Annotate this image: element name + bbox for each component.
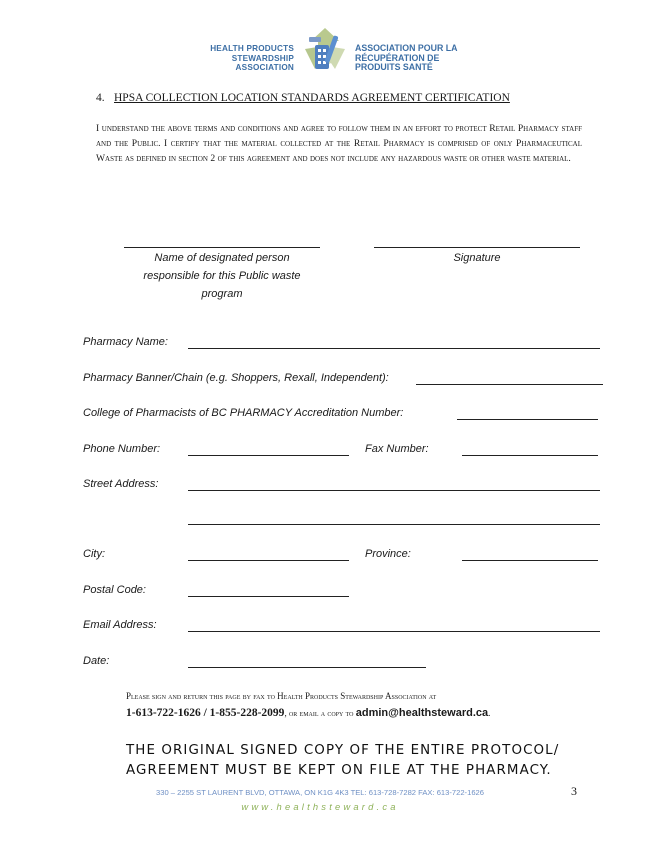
designated-person-line[interactable] [124,247,320,248]
city-label: City: [83,548,105,560]
date-label: Date: [83,655,110,667]
street-address-label: Street Address: [83,478,159,490]
phone-field[interactable] [188,455,349,456]
org-name-en-line: ASSOCIATION [235,63,294,72]
email-address-field[interactable] [188,631,600,632]
accreditation-field[interactable] [457,419,598,420]
street-address-field[interactable] [188,490,600,491]
section-number: 4. [96,92,105,104]
email-connector: , or email a copy to [284,708,356,718]
street-address-field-line2[interactable] [188,524,600,525]
banner-chain-field[interactable] [416,384,603,385]
caption-line: program [201,288,243,300]
caption-line: responsible for this Public waste [143,270,301,282]
org-name-en-line: HEALTH PRODUCTS [210,44,294,53]
section-heading [96,92,510,104]
org-name-fr-line: PRODUITS SANTÉ [355,62,433,72]
org-name-en-line: STEWARDSHIP [231,53,294,63]
province-label: Province: [365,548,411,560]
keep-notice-line: AGREEMENT MUST BE KEPT ON FILE AT THE PHARMACY. [126,763,552,778]
contact-email-link[interactable]: admin@healthsteward.ca [355,707,489,719]
footer-address: 330 – 2255 ST LAURENT BLVD, OTTAWA, ON K1G 4K3 TEL: 613-728-7282 FAX: 613-722-1626 [156,788,484,797]
return-instructions-line2 [126,705,566,722]
accreditation-label: College of Pharmacists of BC PHARMACY Accreditation Number: [83,407,404,419]
pharmacy-name-field[interactable] [188,348,600,349]
banner-chain-label: Pharmacy Banner/Chain (e.g. Shoppers, Rexall, Independent): [83,372,389,384]
date-field[interactable] [188,667,426,668]
fax-field[interactable] [462,455,598,456]
recycling-pharmacy-logo-icon [299,25,351,79]
org-name-french [355,44,495,73]
keep-on-file-notice [126,741,566,781]
notice-period: . [488,708,491,718]
phone-label: Phone Number: [83,443,161,455]
agreement-paragraph: I understand the above terms and conditions and agree to follow them in an effort to protect Retail Pharmacy staff and the Public. I certify that the material collected at the Retail Pharmacy is comprised of only Pharmaceutical Waste as defined in section 2 of this agreement and does not include any hazardous waste or other waste material. [96,123,582,164]
pharmacy-name-label: Pharmacy Name: [83,336,168,348]
org-name-english [186,44,294,73]
org-name-fr-line: ASSOCIATION POUR LA [355,43,458,53]
province-field[interactable] [462,560,598,561]
signature-caption: Signature [453,252,501,264]
designated-person-caption [112,249,332,303]
org-name-fr-line: RÉCUPÉRATION DE [355,52,440,63]
caption-line: Name of designated person [154,252,290,264]
city-field[interactable] [188,560,349,561]
page-number: 3 [571,784,577,798]
signature-line[interactable] [374,247,580,248]
return-instructions-line1: Please sign and return this page by fax to Health Products Stewardship Association at [126,691,437,701]
email-address-label: Email Address: [83,619,157,631]
return-instructions [126,688,566,722]
fax-label: Fax Number: [365,443,429,455]
postal-code-label: Postal Code: [83,584,146,596]
fax-numbers: 1-613-722-1626 / 1-855-228-2099 [126,707,285,719]
postal-code-field[interactable] [188,596,349,597]
section-title: HPSA COLLECTION LOCATION STANDARDS AGREEMENT CERTIFICATION [114,92,510,104]
keep-notice-line: THE ORIGINAL SIGNED COPY OF THE ENTIRE PROTOCOL/ [126,743,560,758]
footer-website[interactable]: www.healthsteward.ca [241,801,399,812]
